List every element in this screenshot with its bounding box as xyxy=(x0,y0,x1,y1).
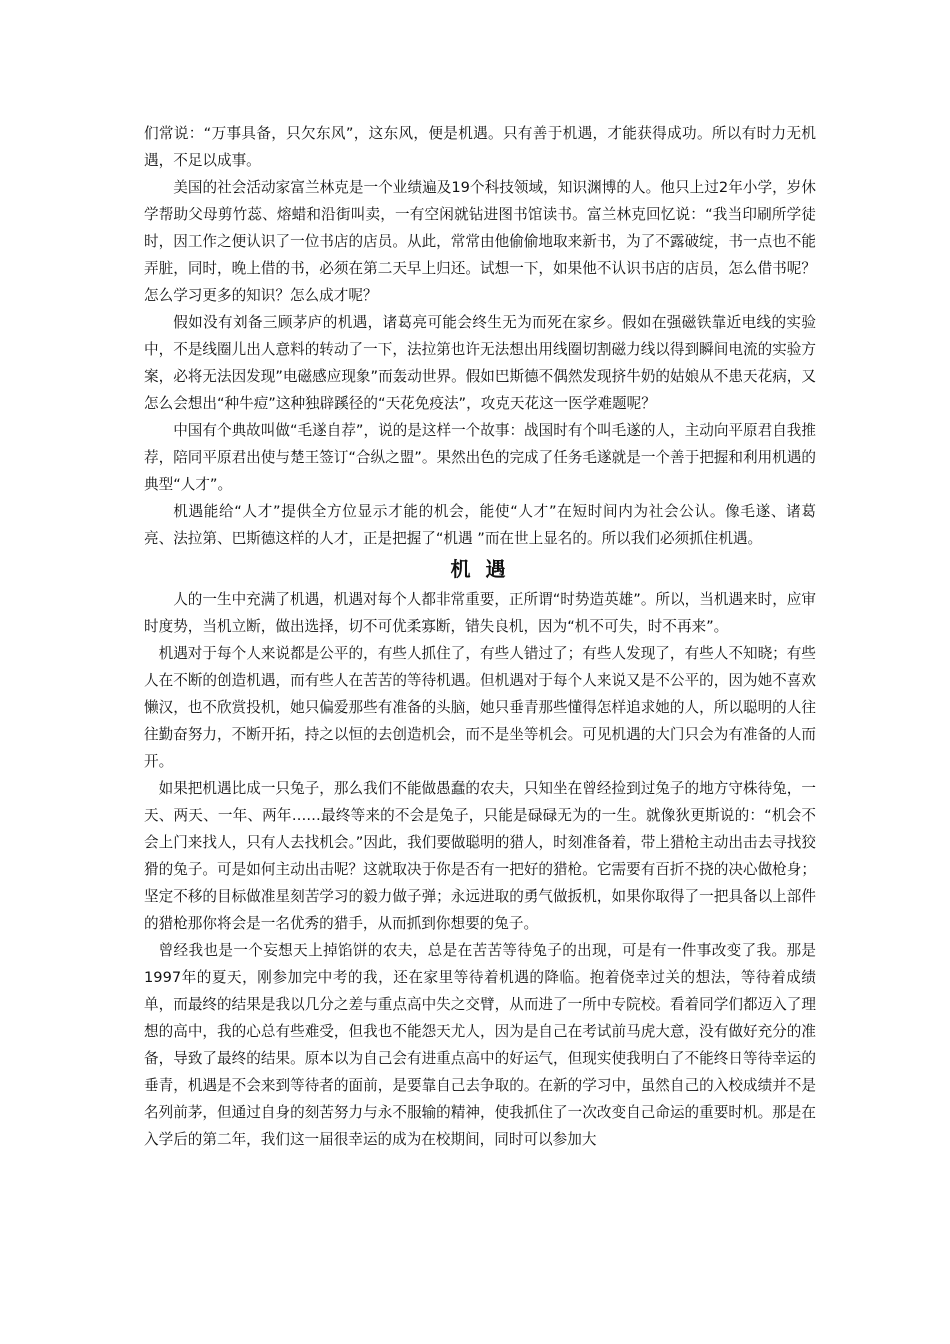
paragraph: 们常说：“万事具备，只欠东风”，这东风，便是机遇。只有善于机遇，才能获得成功。所以有时力无机遇，不足以成事。 xyxy=(144,125,816,169)
paragraph: 机遇对于每个人来说都是公平的，有些人抓住了，有些人错过了；有些人发现了，有些人不知晓；有些人在不断的创造机遇，而有些人在苦苦的等待机遇。但机遇对于每个人来说又是不公平的，因为她不喜欢懒汉，也不欣赏投机，她只偏爱那些有准备的头脑，她只垂青那些懂得怎样追求她的人，所以聪明的人往往勤奋努力，不断开拓，持之以恒的去创造机会，而不是坐等机会。可见机遇的大门只会为有准备的人而开。 xyxy=(144,645,816,770)
paragraph: 人的一生中充满了机遇，机遇对每个人都非常重要，正所谓“时势造英雄”。所以，当机遇来时，应审时度势，当机立断，做出选择，切不可优柔寡断，错失良机，因为“机不可失，时不再来”。 xyxy=(144,591,816,635)
paragraph: 假如没有刘备三顾茅庐的机遇，诸葛亮可能会终生无为而死在家乡。假如在强磁铁靠近电线的实验中，不是线圈儿出人意料的转动了一下，法拉第也许无法想出用线圈切割磁力线以得到瞬间电流的实验方案，必将无法因发现”电磁感应现象”而轰动世界。假如巴斯德不偶然发现挤牛奶的姑娘从不患天花病，又怎么会想出“种牛痘”这种独辟蹊径的“天花免疫法”，攻克天花这一医学难题呢？ xyxy=(144,314,816,412)
paragraph: 美国的社会活动家富兰林克是一个业绩遍及19个科技领域，知识渊博的人。他只上过2年小学，岁休学帮助父母剪竹蕊、熔蜡和沿街叫卖，一有空闲就钻进图书馆读书。富兰林克回忆说：“我当印刷所学徒时，因工作之便认识了一位书店的店员。从此，常常由他偷偷地取来新书，为了不露破绽，书一点也不能弄脏，同时，晚上借的书，必须在第二天早上归还。试想一下，如果他不认识书店的店员，怎么借书呢？怎么学习更多的知识？怎么成才呢？ xyxy=(144,179,816,304)
paragraph: 机遇能给“人才”提供全方位显示才能的机会，能使“人才”在短时间内为社会公认。像毛遂、诸葛亮、法拉第、巴斯德这样的人才，正是把握了“机遇 ”而在世上显名的。所以我们必须抓住机遇。 xyxy=(144,503,816,547)
paragraph: 如果把机遇比成一只兔子，那么我们不能做愚蠢的农夫，只知坐在曾经捡到过兔子的地方守株待兔，一天、两天、一年、两年……最终等来的不会是兔子，只能是碌碌无为的一生。就像狄更斯说的：“机会不会上门来找人，只有人去找机会。”因此，我们要做聪明的猎人，时刻准备着，带上猎枪主动出击去寻找狡猾的兔子。可是如何主动出击呢？这就取决于你是否有一把好的猎枪。它需要有百折不挠的决心做枪身；坚定不移的目标做准星刻苦学习的毅力做子弹；永远进取的勇气做扳机，如果你取得了一把具备以上部件的猎枪那你将会是一名优秀的猎手，从而抓到你想要的兔子。 xyxy=(144,780,816,932)
section-title: 机 遇 xyxy=(450,557,510,581)
paragraph: 曾经我也是一个妄想天上掉馅饼的农夫，总是在苦苦等待兔子的出现，可是有一件事改变了我。那是1997年的夏天，刚参加完中考的我，还在家里等待着机遇的降临。抱着侥幸过关的想法，等待着成绩单，而最终的结果是我以几分之差与重点高中失之交臂，从而进了一所中专院校。看着同学们都迈入了理想的高中，我的心总有些难受，但我也不能怨天尤人，因为是自己在考试前马虎大意，没有做好充分的准备，导致了最终的结果。原本以为自己会有进重点高中的好运气，但现实使我明白了不能终日等待幸运的垂青，机遇是不会来到等待者的面前，是要靠自己去争取的。在新的学习中，虽然自己的入校成绩并不是名列前茅，但通过自身的刻苦努力与永不服输的精神，使我抓住了一次改变自己命运的重要时机。那是在入学后的第二年，我们这一届很幸运的成为在校期间，同时可以参加大 xyxy=(144,942,816,1148)
paragraph: 中国有个典故叫做“毛遂自荐”，说的是这样一个故事：战国时有个叫毛遂的人，主动向平原君自我推荐，陪同平原君出使与楚王签订“合纵之盟”。果然出色的完成了任务毛遂就是一个善于把握和利用机遇的典型“人才”。 xyxy=(144,422,816,493)
document-page xyxy=(144,120,816,1153)
